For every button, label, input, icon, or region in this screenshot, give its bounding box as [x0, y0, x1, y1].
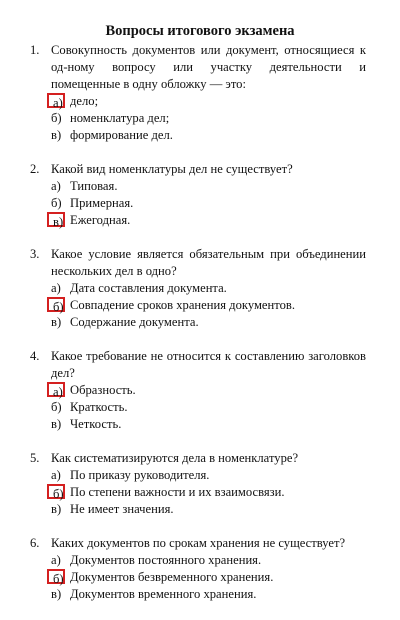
- answer-option: [0, 93, 400, 110]
- answer-letter: а): [51, 553, 61, 567]
- answer-option: [0, 484, 400, 501]
- question-5: [0, 450, 400, 518]
- answer-option: [0, 399, 400, 416]
- answer-text: Краткость.: [70, 400, 128, 414]
- question-row: [0, 535, 400, 552]
- answer-text: По приказу руководителя.: [70, 468, 210, 482]
- answer-text: Документов временного хранения.: [70, 587, 257, 601]
- question-6: [0, 535, 400, 603]
- answer-text: дело;: [70, 94, 99, 108]
- answer-text: Совпадение сроков хранения документов.: [70, 298, 295, 312]
- answer-text: Четкость.: [70, 417, 122, 431]
- question-2: [0, 161, 400, 229]
- answer-letter: в): [51, 128, 62, 142]
- answer-text: формирование дел.: [70, 128, 173, 142]
- answer-letter: б): [51, 196, 62, 210]
- answer-option: [0, 467, 400, 484]
- answer-option: [0, 178, 400, 195]
- question-number: 3.: [30, 247, 40, 261]
- question-text: Как систематизируются дела в номенклатуре?: [51, 451, 299, 465]
- answer-option: [0, 195, 400, 212]
- marked-answer-letter: а): [47, 382, 65, 397]
- answer-text: Образность.: [70, 383, 136, 397]
- question-4: [0, 348, 400, 433]
- answer-letter: а): [51, 179, 61, 193]
- question-number: 2.: [30, 162, 40, 176]
- question-number: 5.: [30, 451, 40, 465]
- question-number: 1.: [30, 43, 40, 57]
- answer-text: Примерная.: [70, 196, 134, 210]
- answer-option: [0, 280, 400, 297]
- marked-answer-letter: в): [47, 212, 65, 227]
- answer-option: [0, 314, 400, 331]
- answer-letter: а): [51, 281, 61, 295]
- answer-option: [0, 127, 400, 144]
- answer-letter: б): [51, 400, 62, 414]
- answer-option: [0, 552, 400, 569]
- answer-letter: в): [51, 587, 62, 601]
- question-row: [0, 246, 400, 280]
- answer-letter: в): [51, 315, 62, 329]
- answer-option: [0, 416, 400, 433]
- question-number: 6.: [30, 536, 40, 550]
- answer-text: Документов постоянного хранения.: [70, 553, 262, 567]
- answer-option: [0, 569, 400, 586]
- answer-letter: в): [51, 502, 62, 516]
- answer-text: Документов безвременного хранения.: [70, 570, 274, 584]
- question-number: 4.: [30, 349, 40, 363]
- answer-option: [0, 501, 400, 518]
- answer-letter: б): [51, 111, 62, 125]
- answer-option: [0, 586, 400, 603]
- question-row: [0, 161, 400, 178]
- answer-text: Не имеет значения.: [70, 502, 174, 516]
- question-text: Совокупность документов или документ, относящиеся к од-ному вопросу или участку деятельности и помещенные в одну обложку — это:: [51, 43, 366, 91]
- answer-letter: а): [51, 468, 61, 482]
- marked-answer-letter: б): [47, 297, 65, 312]
- answer-text: номенклатура дел;: [70, 111, 170, 125]
- question-row: [0, 348, 400, 382]
- question-list: [0, 42, 400, 620]
- answer-text: Типовая.: [70, 179, 118, 193]
- question-text: Какое условие является обязательным при объединении нескольких дел в одно?: [51, 247, 366, 278]
- answer-option: [0, 212, 400, 229]
- marked-answer-letter: б): [47, 569, 65, 584]
- answer-letter: в): [51, 417, 62, 431]
- marked-answer-letter: а): [47, 93, 65, 108]
- answer-text: Ежегодная.: [70, 213, 131, 227]
- question-row: [0, 450, 400, 467]
- question-text: Какое требование не относится к составлению заголовков дел?: [51, 349, 366, 380]
- question-text: Какой вид номенклатуры дел не существует?: [51, 162, 293, 176]
- marked-answer-letter: б): [47, 484, 65, 499]
- question-row: [0, 42, 400, 93]
- answer-text: По степени важности и их взаимосвязи.: [70, 485, 285, 499]
- question-1: [0, 42, 400, 144]
- page-title: Вопросы итогового экзамена: [105, 23, 295, 39]
- answer-option: [0, 297, 400, 314]
- question-3: [0, 246, 400, 331]
- answer-text: Содержание документа.: [70, 315, 199, 329]
- answer-option: [0, 110, 400, 127]
- answer-text: Дата составления документа.: [70, 281, 227, 295]
- question-text: Каких документов по срокам хранения не существует?: [51, 536, 346, 550]
- answer-option: [0, 382, 400, 399]
